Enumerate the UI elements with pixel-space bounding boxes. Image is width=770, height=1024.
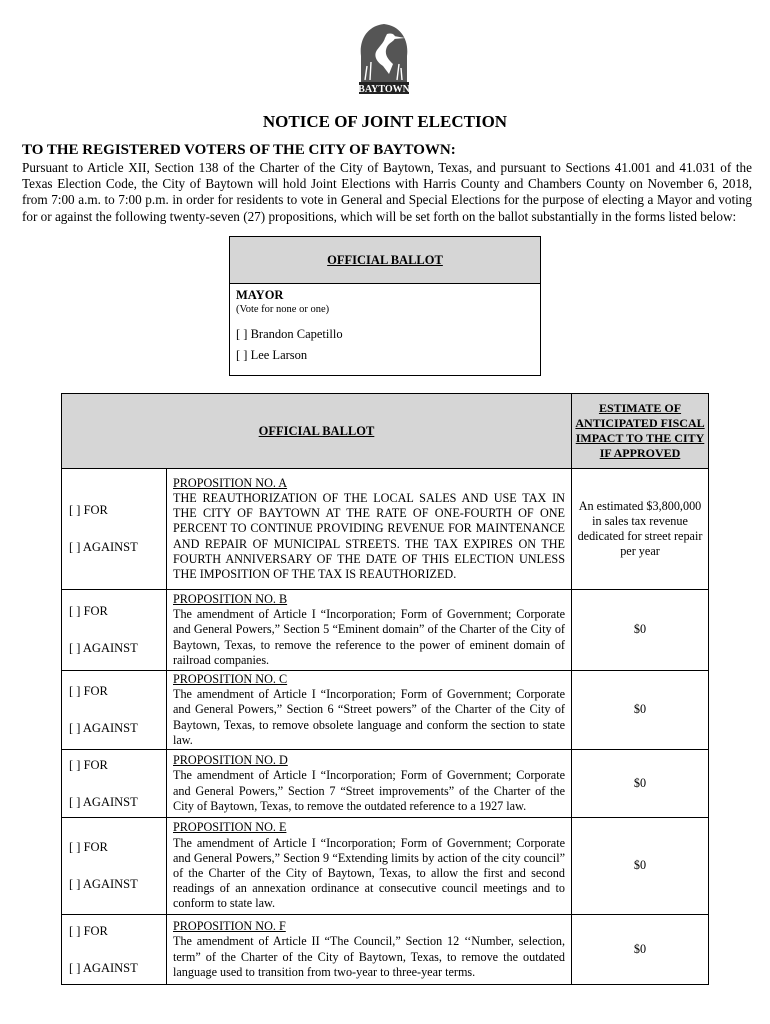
vote-cell — [62, 750, 167, 818]
mayor-ballot — [229, 236, 541, 376]
table-row — [62, 818, 709, 915]
fiscal-impact: $0 — [572, 671, 709, 750]
vote-cell — [62, 915, 167, 985]
for-option[interactable]: [ ] FOR — [69, 923, 108, 938]
proposition-description — [167, 469, 572, 590]
against-option[interactable]: [ ] AGAINST — [69, 721, 138, 735]
candidate-option[interactable]: [ ] Brandon Capetillo — [236, 327, 343, 341]
for-option[interactable]: [ ] FOR — [69, 757, 108, 772]
proposition-number: PROPOSITION NO. D — [173, 753, 288, 768]
proposition-description — [167, 750, 572, 818]
fiscal-header: ESTIMATE OF ANTICIPATED FISCAL IMPACT TO THE CITY IF APPROVED — [572, 394, 709, 469]
fiscal-impact: $0 — [572, 818, 709, 915]
logo-text: BAYTOWN — [358, 84, 410, 95]
race-title: MAYOR — [236, 288, 284, 302]
for-option[interactable]: [ ] FOR — [69, 840, 108, 855]
vote-cell — [62, 469, 167, 590]
against-option[interactable]: [ ] AGAINST — [69, 794, 138, 809]
proposition-text: The amendment of Article I “Incorporation; Form of Government; Corporate and General Powers,” Section 9 “Extending limits by action of the city council” of the Charter of the City of Baytown, Texas, to allow the first and second readings of an annexation ordinance at consecutive council meetings and to conform to state law. — [173, 835, 565, 911]
race-note: (Vote for none or one) — [236, 304, 330, 315]
against-option[interactable]: [ ] AGAINST — [69, 540, 138, 554]
for-option[interactable]: [ ] FOR — [69, 684, 108, 698]
proposition-text: The amendment of Article I “Incorporation; Form of Government; Corporate and General Powers,” Section 5 “Eminent domain” of the Charter of the City of Baytown, Texas, to remove the reference to the power of eminent domain of railroad companies. — [173, 607, 565, 667]
vote-cell — [62, 671, 167, 750]
proposition-number: PROPOSITION NO. B — [173, 591, 288, 606]
fiscal-impact: $0 — [572, 750, 709, 818]
fiscal-impact: $0 — [572, 915, 709, 985]
table-row — [62, 469, 709, 590]
proposition-number: PROPOSITION NO. A — [173, 475, 288, 490]
against-option[interactable]: [ ] AGAINST — [69, 877, 138, 892]
proposition-description — [167, 818, 572, 915]
fiscal-impact: An estimated $3,800,000 in sales tax revenue dedicated for street repair per year — [572, 469, 709, 590]
vote-cell — [62, 818, 167, 915]
propositions-ballot — [61, 393, 709, 985]
for-option[interactable]: [ ] FOR — [69, 503, 108, 517]
against-option[interactable]: [ ] AGAINST — [69, 641, 138, 655]
page-title: NOTICE OF JOINT ELECTION — [262, 112, 508, 131]
proposition-text: The amendment of Article I “Incorporation; Form of Government; Corporate and General Powers,” Section 7 “Street improvements” of the Charter of the City of Baytown, Texas, to remove the outdated reference to a 1927 law. — [173, 768, 565, 813]
mayor-ballot-body — [230, 284, 540, 365]
proposition-text: The amendment of Article II “The Council,” Section 12 ‘‘Number, selection, term” of the Charter of the City of Baytown, Texas, to remove the outdated language used to transition from two-year to three-year terms. — [173, 934, 565, 979]
proposition-number: PROPOSITION NO. C — [173, 672, 288, 686]
table-row — [62, 915, 709, 985]
table-row — [62, 750, 709, 818]
against-option[interactable]: [ ] AGAINST — [69, 960, 138, 975]
vote-cell — [62, 590, 167, 671]
table-row — [62, 671, 709, 750]
candidate-option[interactable]: [ ] Lee Larson — [236, 348, 308, 362]
for-option[interactable]: [ ] FOR — [69, 604, 108, 618]
proposition-description — [167, 590, 572, 671]
intro-paragraph: Pursuant to Article XII, Section 138 of the Charter of the City of Baytown, Texas, and pursuant to Sections 41.001 and 41.031 of the Texas Election Code, the City of Baytown will hold Joint Elections with Harris County and Chambers County on November 6, 2018, from 7:00 a.m. to 7:00 p.m. in order for residents to vote in General and Special Elections for the purpose of electing a Mayor and voting for or against the following twenty-seven (27) propositions, which will be set forth on the ballot substantially in the forms listed below: — [22, 160, 752, 224]
table-row — [62, 590, 709, 671]
fiscal-impact: $0 — [572, 590, 709, 671]
baytown-logo — [353, 22, 415, 98]
proposition-number: PROPOSITION NO. F — [173, 919, 286, 934]
ballot-header: OFFICIAL BALLOT — [62, 394, 572, 469]
proposition-text: The amendment of Article I “Incorporation; Form of Government; Corporate and General Powers,” Section 6 “Street powers” of the Charter of the City of Baytown, Texas, to remove obsolete language and conform the section to state law. — [173, 687, 565, 747]
proposition-number: PROPOSITION NO. E — [173, 820, 287, 835]
proposition-description — [167, 671, 572, 750]
proposition-text: THE REAUTHORIZATION OF THE LOCAL SALES AND USE TAX IN THE CITY OF BAYTOWN AT THE RATE OF ONE-FOURTH OF ONE PERCENT TO CONTINUE PROVIDING REVENUE FOR MAINTENANCE AND REPAIR OF MUNICIPAL STREETS. THE TAX EXPIRES ON THE FOURTH ANNIVERSARY OF THE DATE OF THIS ELECTION UNLESS THE IMPOSITION OF THE TAX IS REAUTHORIZED. — [173, 490, 565, 581]
proposition-description — [167, 915, 572, 985]
mayor-ballot-header: OFFICIAL BALLOT — [230, 237, 540, 284]
salutation: TO THE REGISTERED VOTERS OF THE CITY OF BAYTOWN: — [22, 142, 456, 158]
